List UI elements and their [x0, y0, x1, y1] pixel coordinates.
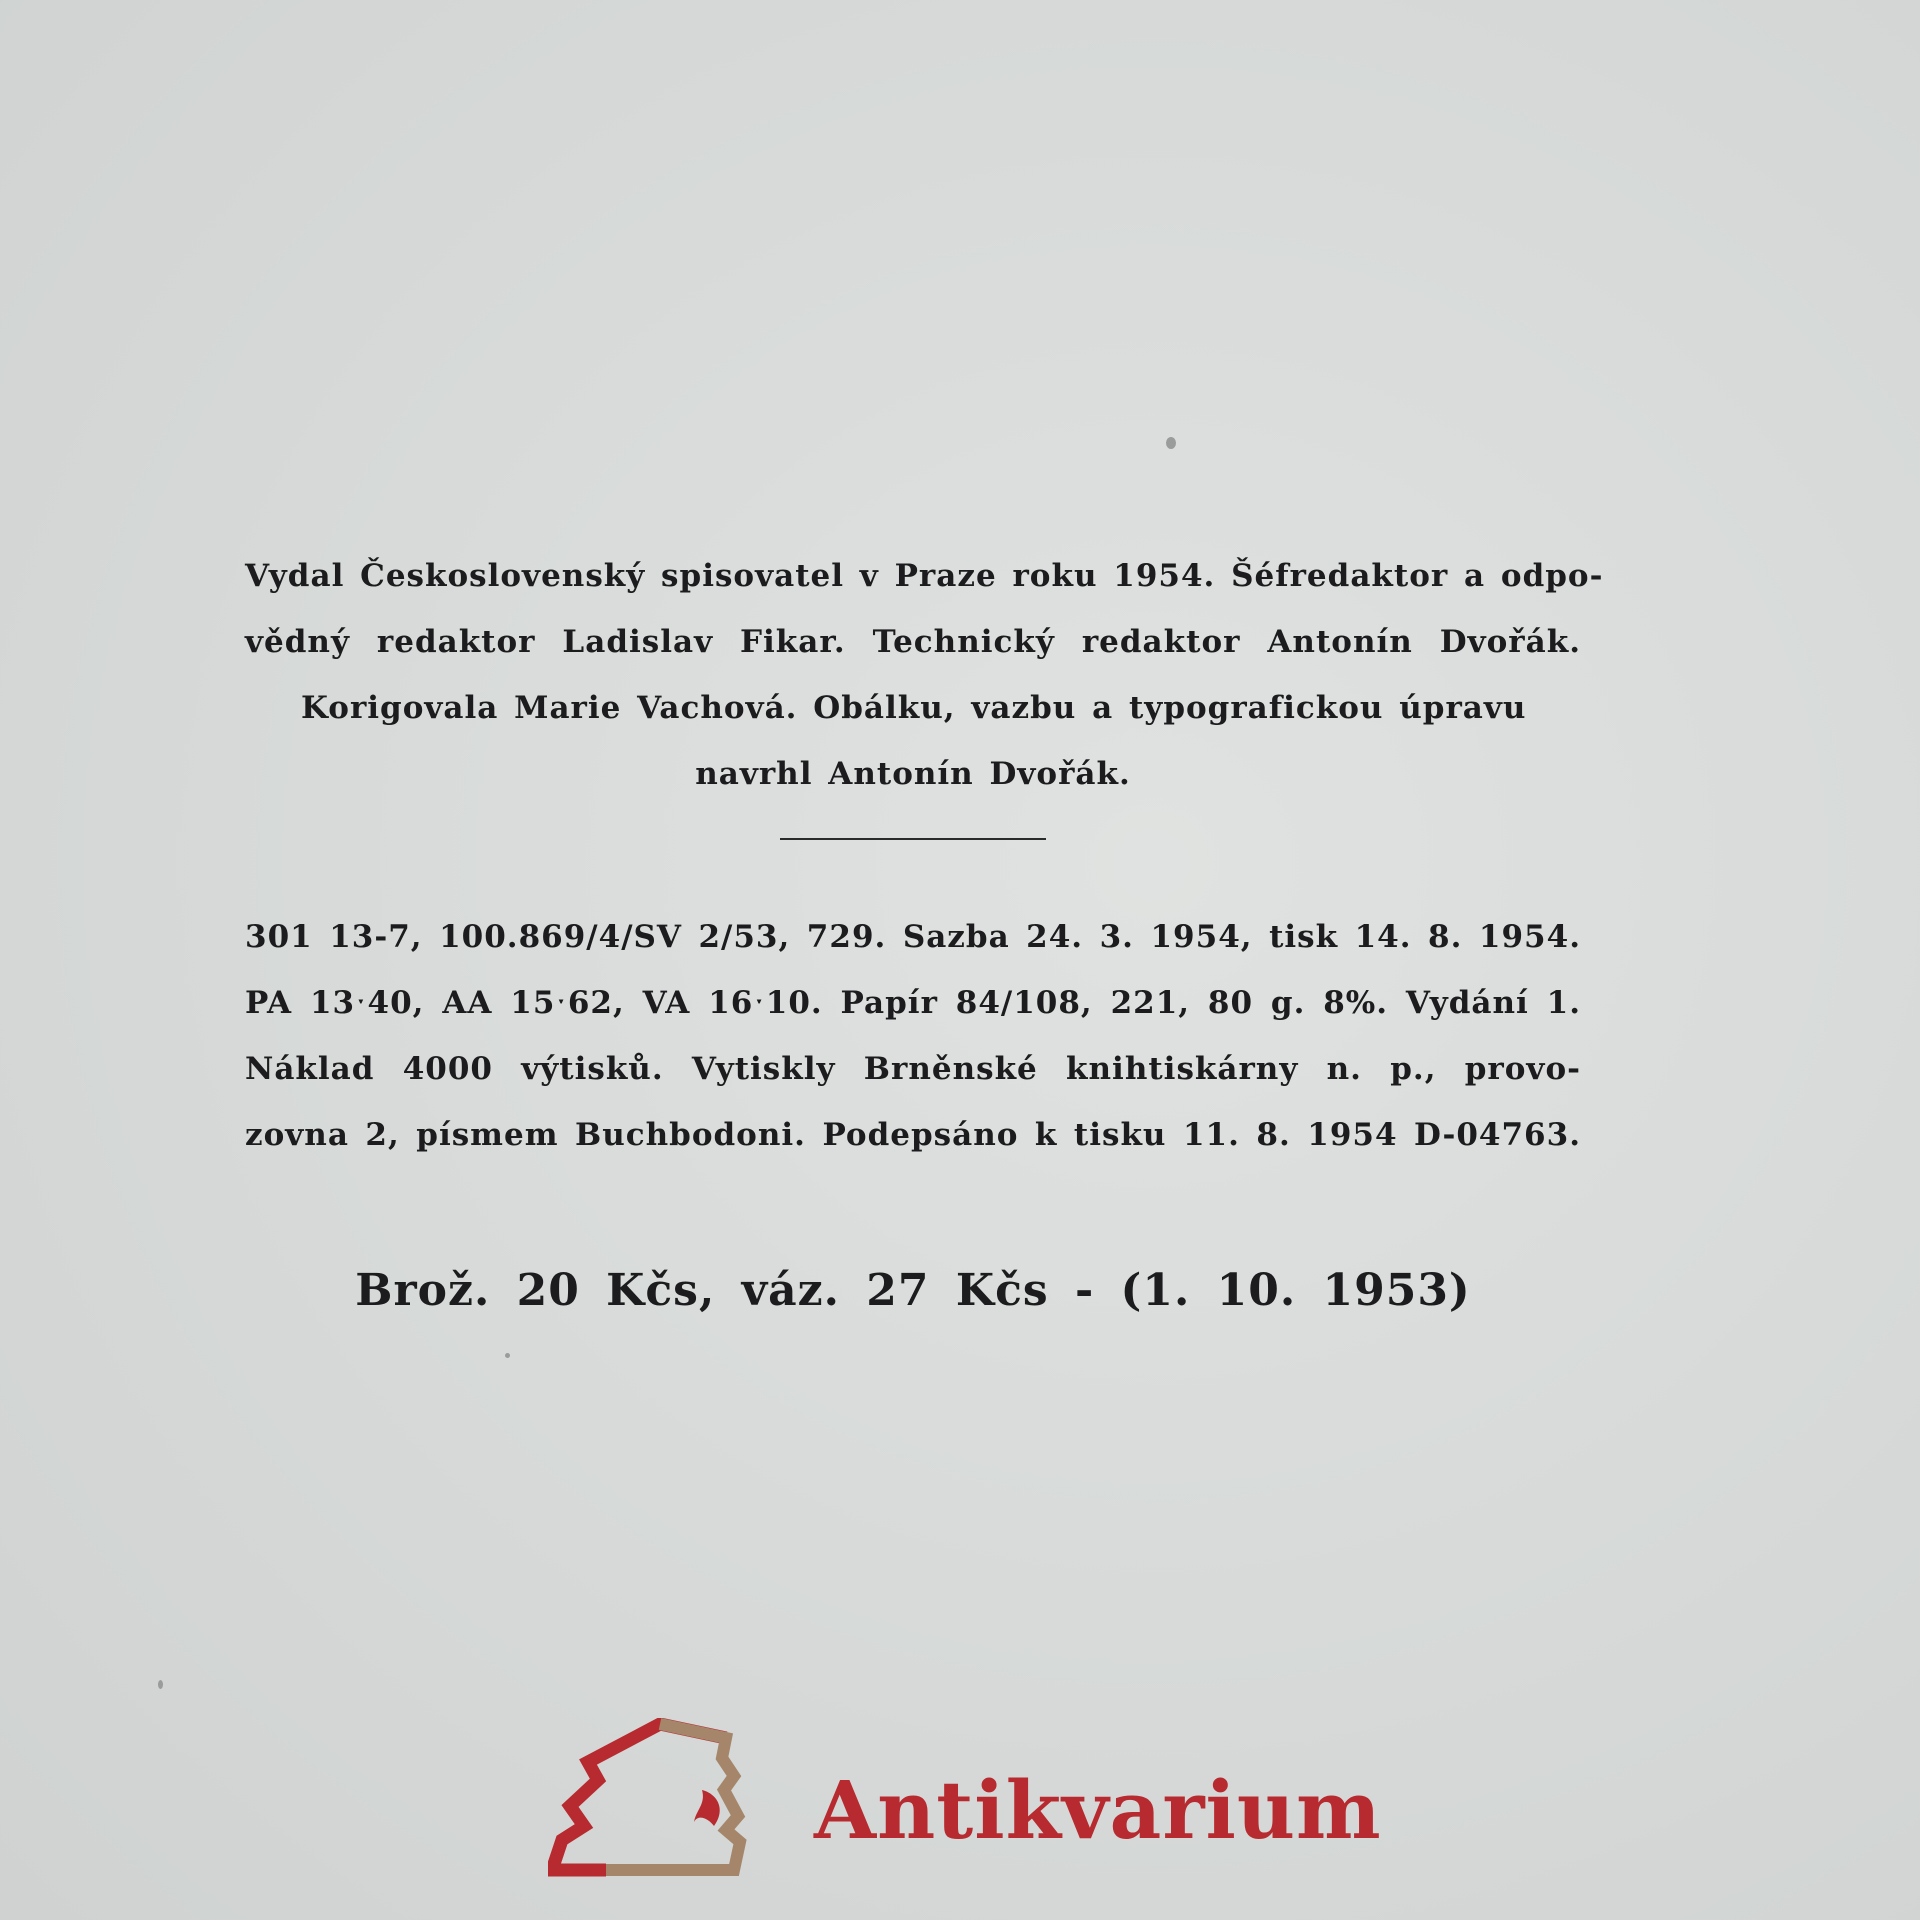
print-line-4: zovna 2, písmem Buchbodoni. Podepsáno k tisku 11. 8. 1954 D-04763.	[245, 1117, 1581, 1153]
publisher-paragraph	[245, 543, 1604, 807]
paper-speck	[1166, 437, 1176, 449]
paper-speck	[158, 1680, 163, 1689]
watermark-text: Antikvarium	[814, 1763, 1382, 1857]
antikvarium-watermark	[548, 1718, 1382, 1878]
print-line-1: 301 13-7, 100.869/4/SV 2/53, 729. Sazba 24. 3. 1954, tisk 14. 8. 1954.	[245, 919, 1581, 955]
section-divider	[780, 838, 1046, 840]
colophon	[245, 543, 1604, 1168]
paper-speck	[505, 1353, 510, 1358]
print-details-paragraph	[245, 904, 1581, 1168]
torn-book-logo-icon	[548, 1718, 776, 1878]
publisher-line-4: navrhl Antonín Dvořák.	[695, 756, 1131, 792]
print-line-2: PA 13ˑ40, AA 15ˑ62, VA 16ˑ10. Papír 84/108, 221, 80 g. 8%. Vydání 1.	[245, 985, 1581, 1021]
publisher-line-1: Vydal Československý spisovatel v Praze roku 1954. Šéfredaktor a odpo-	[245, 558, 1604, 594]
price-line: Brož. 20 Kčs, váz. 27 Kčs - (1. 10. 1953)	[355, 1265, 1471, 1316]
publisher-line-3: Korigovala Marie Vachová. Obálku, vazbu a typografickou úpravu	[301, 690, 1527, 726]
print-line-3: Náklad 4000 výtisků. Vytiskly Brněnské knihtiskárny n. p., provo-	[245, 1051, 1581, 1087]
publisher-line-2: vědný redaktor Ladislav Fikar. Technický redaktor Antonín Dvořák.	[245, 624, 1581, 660]
